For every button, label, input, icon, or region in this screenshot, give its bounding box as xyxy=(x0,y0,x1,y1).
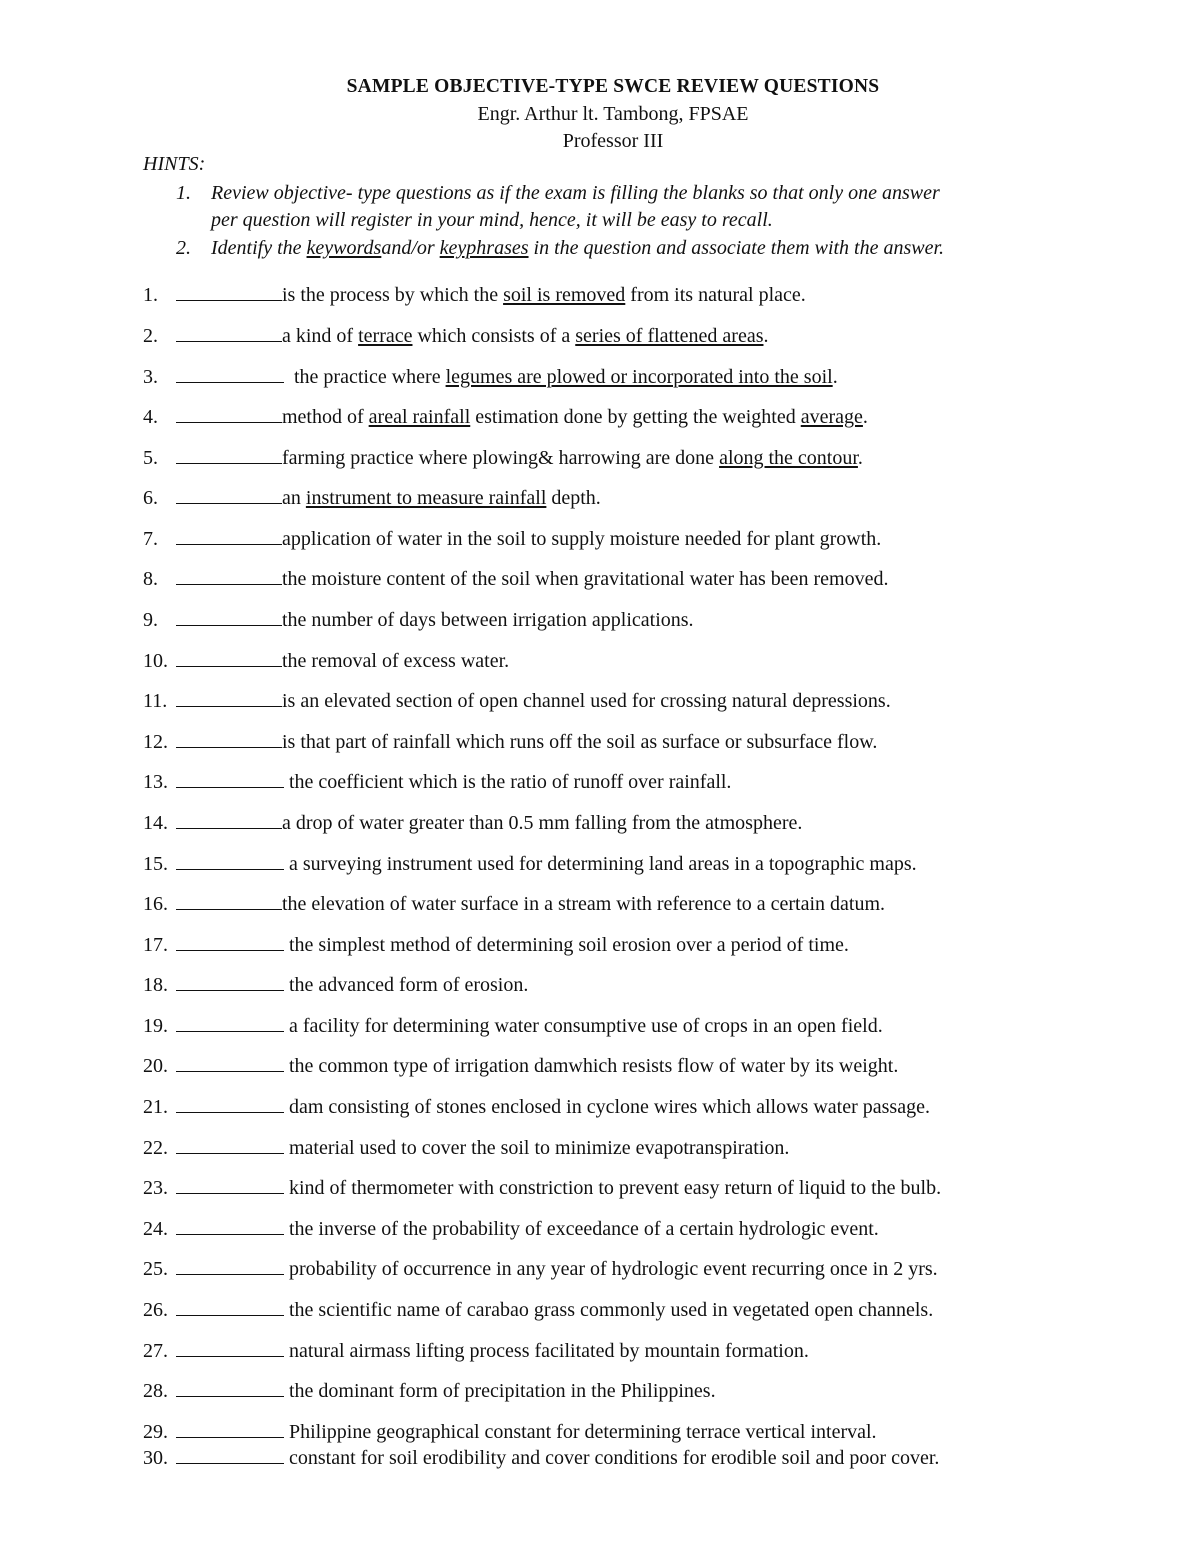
question-item xyxy=(143,1379,716,1403)
question-number: 13. xyxy=(143,771,168,793)
underlined-keyword: along the contour xyxy=(719,447,858,469)
hint-text-continued: per question will register in your mind, hence, it will be easy to recall. xyxy=(211,209,773,231)
question-number: 20. xyxy=(143,1055,168,1077)
answer-blank xyxy=(176,770,284,788)
question-item xyxy=(143,324,768,348)
answer-blank xyxy=(176,567,282,585)
question-text: depth. xyxy=(546,487,601,509)
question-text: the dominant form of precipitation in the Philippines. xyxy=(289,1380,716,1402)
answer-blank xyxy=(176,365,284,383)
question-text: dam consisting of stones enclosed in cyclone wires which allows water passage. xyxy=(289,1096,930,1118)
answer-blank xyxy=(176,811,282,829)
question-number: 18. xyxy=(143,974,168,996)
question-item xyxy=(143,1257,938,1281)
question-item xyxy=(143,933,849,957)
question-item xyxy=(143,1176,941,1200)
question-text: from its natural place. xyxy=(625,284,806,306)
question-item xyxy=(143,1298,933,1322)
question-number: 17. xyxy=(143,934,168,956)
answer-blank xyxy=(176,973,284,991)
answer-blank xyxy=(176,1446,284,1464)
question-number: 10. xyxy=(143,650,168,672)
question-text: probability of occurrence in any year of hydrologic event recurring once in 2 yrs. xyxy=(289,1258,938,1280)
question-number: 5. xyxy=(143,447,158,469)
hint-number: 2. xyxy=(176,237,191,259)
underlined-keyword: average xyxy=(800,406,863,428)
underlined-keyword: instrument to measure rainfall xyxy=(305,487,547,509)
keyphrases-term: keyphrases xyxy=(439,237,529,259)
question-text: a facility for determining water consumptive use of crops in an open field. xyxy=(289,1015,883,1037)
answer-blank xyxy=(176,405,282,423)
question-text: Philippine geographical constant for determining terrace vertical interval. xyxy=(289,1421,877,1443)
question-item xyxy=(143,486,601,510)
question-number: 28. xyxy=(143,1380,168,1402)
answer-blank xyxy=(176,283,282,301)
question-item xyxy=(143,770,731,794)
question-text: the elevation of water surface in a stream with reference to a certain datum. xyxy=(282,893,886,915)
question-number: 12. xyxy=(143,731,168,753)
answer-blank xyxy=(176,933,284,951)
hint-item-1 xyxy=(176,180,1096,234)
underlined-keyword: soil is removed xyxy=(503,284,626,306)
question-text: a surveying instrument used for determining land areas in a topographic maps. xyxy=(289,853,917,875)
question-number: 7. xyxy=(143,528,158,550)
question-item xyxy=(143,730,877,754)
question-text: constant for soil erodibility and cover conditions for erodible soil and poor cover. xyxy=(289,1447,940,1469)
question-number: 15. xyxy=(143,853,168,875)
question-text: a kind of xyxy=(282,325,359,347)
question-item xyxy=(143,1217,879,1241)
hints-label: HINTS: xyxy=(143,153,206,175)
question-item xyxy=(143,1014,883,1038)
question-text: . xyxy=(857,447,863,469)
question-number: 19. xyxy=(143,1015,168,1037)
question-number: 11. xyxy=(143,690,168,712)
underlined-keyword: series of flattened areas xyxy=(575,325,764,347)
author-position: Professor III xyxy=(562,130,664,152)
question-number: 1. xyxy=(143,284,158,306)
answer-blank xyxy=(176,1054,284,1072)
question-item xyxy=(143,649,509,673)
answer-blank xyxy=(176,446,282,464)
question-number: 21. xyxy=(143,1096,168,1118)
underlined-keyword: areal rainfall xyxy=(368,406,471,428)
question-item xyxy=(143,689,891,713)
question-item xyxy=(143,446,863,470)
question-text: the removal of excess water. xyxy=(282,650,510,672)
question-text: is the process by which the xyxy=(282,284,504,306)
answer-blank xyxy=(176,486,282,504)
question-text: . xyxy=(832,366,838,388)
question-text: material used to cover the soil to minimize evapotranspiration. xyxy=(289,1137,790,1159)
answer-blank xyxy=(176,1420,284,1438)
question-text: the scientific name of carabao grass commonly used in vegetated open channels. xyxy=(289,1299,934,1321)
question-text: kind of thermometer with constriction to prevent easy return of liquid to the bulb. xyxy=(289,1177,942,1199)
question-item xyxy=(143,1054,898,1078)
question-text: estimation done by getting the weighted xyxy=(470,406,801,428)
question-text: the inverse of the probability of exceedance of a certain hydrologic event. xyxy=(289,1218,879,1240)
question-text: the advanced form of erosion. xyxy=(289,974,529,996)
question-number: 16. xyxy=(143,893,168,915)
question-number: 22. xyxy=(143,1137,168,1159)
question-text: method of xyxy=(282,406,369,428)
keywords-term: keywords xyxy=(306,237,382,259)
answer-blank xyxy=(176,689,282,707)
question-number: 3. xyxy=(143,366,158,388)
question-text: . xyxy=(862,406,868,428)
question-number: 29. xyxy=(143,1421,168,1443)
question-item xyxy=(143,1136,789,1160)
question-number: 26. xyxy=(143,1299,168,1321)
question-text: the number of days between irrigation applications. xyxy=(282,609,694,631)
answer-blank xyxy=(176,1136,284,1154)
question-text: the moisture content of the soil when gravitational water has been removed. xyxy=(282,568,889,590)
answer-blank xyxy=(176,1176,284,1194)
question-item xyxy=(143,1339,809,1363)
question-item xyxy=(143,973,528,997)
answer-blank xyxy=(176,1014,284,1032)
document-title: SAMPLE OBJECTIVE-TYPE SWCE REVIEW QUESTIONS xyxy=(346,76,880,97)
underlined-keyword: legumes are plowed or incorporated into the soil xyxy=(445,366,833,388)
answer-blank xyxy=(176,649,282,667)
question-text: a drop of water greater than 0.5 mm falling from the atmosphere. xyxy=(282,812,803,834)
question-item xyxy=(143,608,694,632)
question-item xyxy=(143,1446,939,1470)
question-text: farming practice where plowing& harrowing are done xyxy=(282,447,720,469)
answer-blank xyxy=(176,1339,284,1357)
question-text: which consists of a xyxy=(412,325,576,347)
question-text: the common type of irrigation damwhich resists flow of water by its weight. xyxy=(289,1055,899,1077)
question-number: 2. xyxy=(143,325,158,347)
question-text: natural airmass lifting process facilitated by mountain formation. xyxy=(289,1340,809,1362)
question-item xyxy=(143,852,917,876)
question-item xyxy=(143,405,868,429)
question-text: . xyxy=(763,325,769,347)
question-text: is an elevated section of open channel used for crossing natural depressions. xyxy=(282,690,891,712)
hint-item-2: 2. Identify the keywordsand/or keyphrases in the question and associate them with the answer. xyxy=(176,235,1096,262)
question-text: application of water in the soil to supply moisture needed for plant growth. xyxy=(282,528,882,550)
question-item xyxy=(143,1095,930,1119)
answer-blank xyxy=(176,1217,284,1235)
answer-blank xyxy=(176,730,282,748)
answer-blank xyxy=(176,1095,284,1113)
question-item xyxy=(143,1420,877,1444)
answer-blank xyxy=(176,1257,284,1275)
underlined-keyword: terrace xyxy=(358,325,413,347)
question-number: 6. xyxy=(143,487,158,509)
question-text: the simplest method of determining soil erosion over a period of time. xyxy=(289,934,849,956)
question-item xyxy=(143,365,838,389)
question-item xyxy=(143,283,806,307)
question-item xyxy=(143,567,888,591)
question-number: 14. xyxy=(143,812,168,834)
answer-blank xyxy=(176,324,282,342)
answer-blank xyxy=(176,608,282,626)
question-number: 27. xyxy=(143,1340,168,1362)
author-line: Engr. Arthur lt. Tambong, FPSAE xyxy=(477,103,749,125)
question-item xyxy=(143,811,802,835)
question-text: is that part of rainfall which runs off the soil as surface or subsurface flow. xyxy=(282,731,878,753)
question-number: 8. xyxy=(143,568,158,590)
question-number: 23. xyxy=(143,1177,168,1199)
answer-blank xyxy=(176,527,282,545)
question-text: the coefficient which is the ratio of runoff over rainfall. xyxy=(289,771,732,793)
question-number: 30. xyxy=(143,1447,168,1469)
question-number: 4. xyxy=(143,406,158,428)
question-number: 24. xyxy=(143,1218,168,1240)
question-number: 25. xyxy=(143,1258,168,1280)
question-item xyxy=(143,892,885,916)
question-text: an xyxy=(282,487,306,509)
question-text: the practice where xyxy=(289,366,446,388)
hint-text: Review objective- type questions as if the exam is filling the blanks so that only one answer xyxy=(211,182,940,204)
question-number: 9. xyxy=(143,609,158,631)
question-item xyxy=(143,527,881,551)
answer-blank xyxy=(176,852,284,870)
hint-number: 1. xyxy=(176,182,191,204)
answer-blank xyxy=(176,892,282,910)
answer-blank xyxy=(176,1298,284,1316)
answer-blank xyxy=(176,1379,284,1397)
